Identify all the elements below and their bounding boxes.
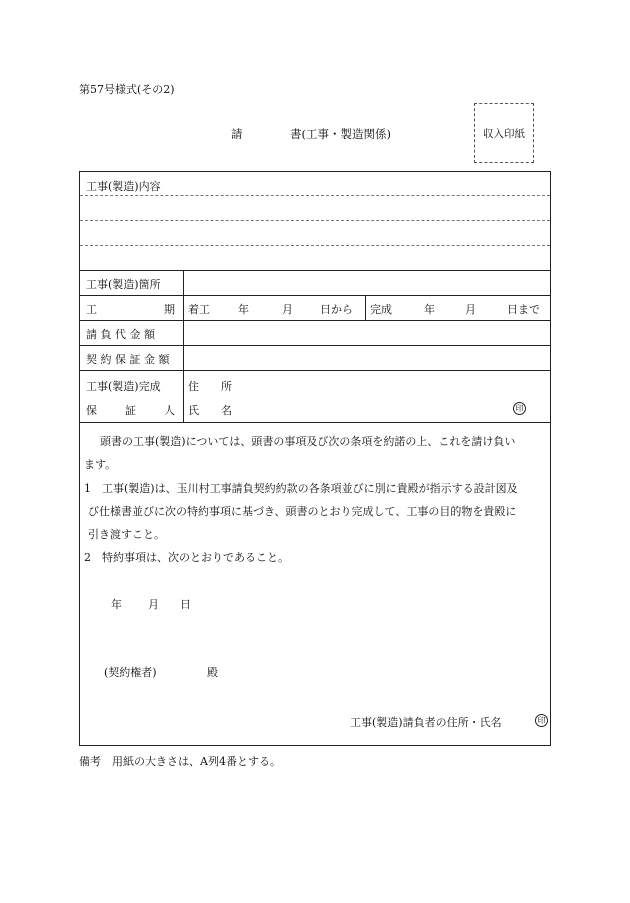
contract-amount-label: 請 負 代 金 額: [86, 328, 155, 341]
date-day: 日: [180, 598, 191, 611]
contractor-signature-label: 工事(製造)請負者の住所・氏名: [350, 716, 502, 729]
row-divider: [80, 320, 550, 321]
start-label: 着工: [188, 303, 210, 316]
period-label-right: 期: [164, 303, 175, 316]
guarantor-label-nin: 人: [164, 404, 175, 417]
finish-label: 完成: [370, 303, 392, 316]
addressee-label: (契約権者): [104, 666, 157, 679]
finish-year: 年: [424, 303, 435, 316]
content-dotted-line: [80, 245, 550, 246]
date-year: 年: [111, 598, 122, 611]
guarantor-name-label: 氏 名: [188, 404, 232, 417]
revenue-stamp-box: [474, 103, 534, 163]
finish-day-until: 日まで: [507, 303, 540, 316]
addressee-honorific: 殿: [207, 666, 218, 679]
form-number: 第57号様式(その2): [79, 83, 175, 96]
guarantor-label-ho: 保: [86, 404, 97, 417]
content-dotted-line: [80, 220, 550, 221]
period-divider: [365, 295, 366, 320]
content-dotted-line: [80, 195, 550, 196]
contractor-seal-mark: [535, 714, 548, 727]
location-label: 工事(製造)箇所: [86, 278, 161, 291]
content-label: 工事(製造)内容: [86, 180, 161, 193]
guarantor-address-label: 住 所: [188, 380, 232, 393]
start-day-from: 日から: [320, 303, 353, 316]
footer-note: 備考 用紙の大きさは、A列4番とする。: [79, 755, 281, 768]
start-year: 年: [238, 303, 249, 316]
security-amount-label: 契 約 保 証 金 額: [86, 353, 170, 366]
guarantor-label-sho: 証: [125, 404, 136, 417]
guarantor-seal-text: 印: [515, 403, 524, 413]
finish-month: 月: [465, 303, 476, 316]
row-divider: [80, 270, 550, 271]
contract-form-table: [79, 171, 551, 746]
clause-1-line-1: 1 工事(製造)は、玉川村工事請負契約約款の各条項並びに別に貴殿が指示する設計図及: [84, 482, 518, 495]
guarantor-label-line1: 工事(製造)完成: [86, 380, 161, 393]
row-divider: [80, 422, 550, 423]
document-title-ukeoi: 請: [231, 127, 243, 141]
intro-line-2: ます。: [84, 458, 117, 471]
row-divider: [80, 345, 550, 346]
document-title-type: 書(工事・製造関係): [290, 127, 391, 141]
intro-line-1: 頭書の工事(製造)については、頭書の事項及び次の条項を約諾の上、これを請け負い: [100, 435, 516, 448]
date-month: 月: [148, 598, 159, 611]
row-divider: [80, 370, 550, 371]
row-divider: [80, 295, 550, 296]
clause-2: 2 特約事項は、次のとおりであること。: [84, 551, 289, 564]
period-label-left: 工: [86, 303, 97, 316]
revenue-stamp-label: 収入印紙: [483, 127, 525, 140]
label-column-divider: [183, 270, 184, 422]
clause-1-line-2: び仕様書並びに次の特約事項に基づき、頭書のとおり完成して、工事の目的物を貴殿に: [88, 505, 517, 518]
guarantor-seal-mark: [513, 402, 526, 415]
clause-1-line-3: 引き渡すこと。: [88, 528, 165, 541]
contractor-seal-text: 印: [537, 715, 546, 725]
start-month: 月: [282, 303, 293, 316]
